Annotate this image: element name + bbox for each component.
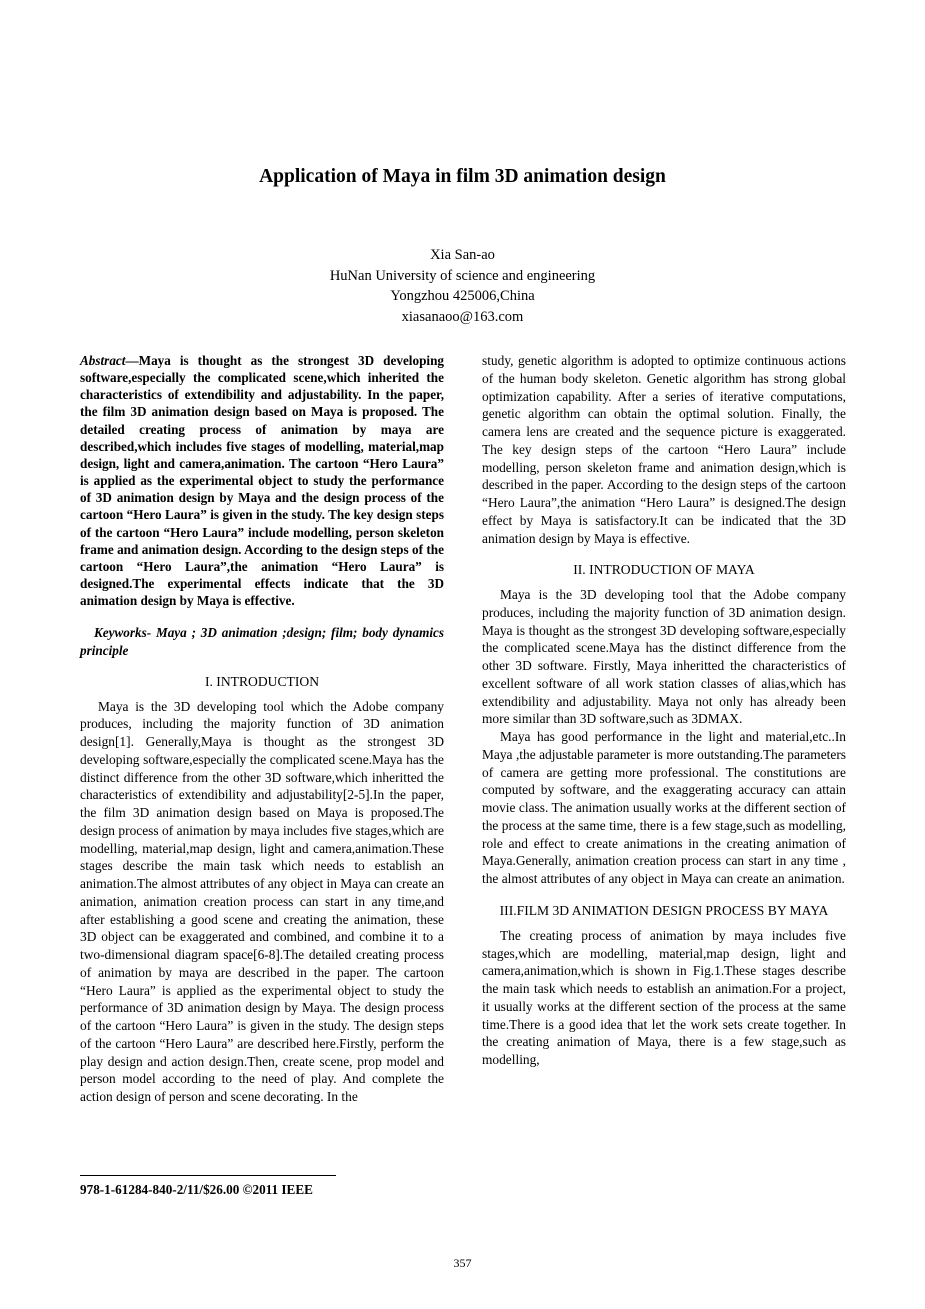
abstract-dash: — [125,353,139,368]
abstract-label: Abstract [80,353,126,368]
author-affiliation: HuNan University of science and engineering [329,267,596,284]
paragraph-process-1: The creating process of animation by maya includes five stages,which are modelling, material,map design, light and camera,animation,which is shown in Fig.1.These stages describe the main task which needs to establish an animation.For a project, it usually works at the different section of the process at the same time.There is a good idea that let the work sets create together. In the creating animation of Maya, there is a few stage,such as modelling, [482,927,846,1068]
keywords: Keyworks- Maya ; 3D animation ;design; film; body dynamics principle [80,625,444,658]
paragraph-intro-2: study, genetic algorithm is adopted to optimize continuous actions of the human body skeleton. Genetic algorithm has strong global optimization capability. After a series of iterative computations, genetic algorithm can obtain the optimal solution. Finally, the camera lens are created and the sequence picture is exaggerated. The key design steps of the cartoon “Hero Laura” include modelling, person skeleton frame and animation design,which is described in the paper. According to the design steps of the cartoon “Hero Laura”,the animation “Hero Laura” is designed.The design effect by Maya is satisfactory.It can be indicated that the 3D animation design by Maya is effective. [482,353,846,546]
author-email: xiasanaoo@163.com [401,308,524,325]
abstract-text: Maya is thought as the strongest 3D developing software,especially the complicated scene,which inherited the characteristics of extendibility and adjustability. In the paper, the film 3D animation design based on Maya is proposed. The detailed creating process of animation by maya are described,which includes five stages of modelling, material,map design, light and camera,animation. The cartoon “Hero Laura” is applied as the experimental object to study the performance of 3D animation design by Maya and the design process of the cartoon “Hero Laura” is given in the study. The key design steps of the cartoon “Hero Laura” include modelling, person skeleton frame and animation design. According to the design steps of the cartoon “Hero Laura”,the animation “Hero Laura” is designed.The experimental effects indicate that the 3D animation design by Maya is effective. [80,353,444,609]
footer-divider [80,1175,336,1176]
paragraph-intro-1: Maya is the 3D developing tool which the Adobe company produces, including the majority function of 3D animation design[1]. Generally,Maya is thought as the strongest 3D developing software,especially the complicated scene.Maya has the distinct difference from the other 3D software,which inheritted the characteristics of extendibility and adjustability[2-5].In the paper, the film 3D animation design based on Maya is proposed.The design process of animation by maya includes five stages,which are modelling, material,map design, light and camera,animation.These stages describe the main task which needs to establish an animation.The almost attributes of any object in Maya can create an animation, animation creation process can start in any time,and after establishing a good scene and creating the animation, these 3D object can be exaggerated and combined, and combine it to a two-dimensional diagram space[6-8].The detailed creating process of animation by maya are described in the paper. The cartoon “Hero Laura” is applied as the experimental object to study the performance of 3D animation design by Maya. The design process of the cartoon “Hero Laura” is given in the study. The design steps of the cartoon “Hero Laura” are described here.Firstly, perform the play design and action design.Then, create scene, prop model and person model according to the need of play. And complete the action design of person and scene decorating. In the [80,698,445,1105]
page-number: 357 [453,1256,472,1270]
author-block [0,245,925,327]
page-title: Application of Maya in film 3D animation design [259,166,666,187]
copyright-notice: 978-1-61284-840-2/11/$26.00 ©2011 IEEE [80,1182,313,1197]
section-heading-maya: II. INTRODUCTION OF MAYA [573,562,755,578]
author-address: Yongzhou 425006,China [390,288,535,305]
section-heading-introduction: I. INTRODUCTION [204,673,320,689]
body-columns [80,352,846,1162]
paragraph-maya-1: Maya is the 3D developing tool that the Adobe company produces, including the majority function of 3D animation design. Maya is thought as the strongest 3D developing software,especially the complicated scene.Maya has the distinct difference from the other 3D software. Firstly, Maya inheritted the characteristics of excellent software of all work station classes of alias,which has extendibility and adjustability. Maya not only has already been more similar than 3D software,such as 3DMAX. [482,587,846,727]
paragraph-maya-2: Maya has good performance in the light and material,etc..In Maya ,the adjustable parameter is more outstanding.The parameters of camera are getting more professional. The constitutions are computed by software, and the exaggerating accuracy can attain movie class. The animation usually works at the different section of the process at the same time, there is a few stage,such as modelling, role and effect to create animations in the creating animation of Maya.Generally, animation creation process can start in any time , the almost attributes of any object in Maya can create an animation. [482,729,846,887]
abstract [80,352,444,609]
column-left [80,352,444,1106]
section-heading-process: III.FILM 3D ANIMATION DESIGN PROCESS BY MAYA [499,902,829,918]
author-name: Xia San-ao [430,247,495,263]
column-right [482,352,846,1069]
